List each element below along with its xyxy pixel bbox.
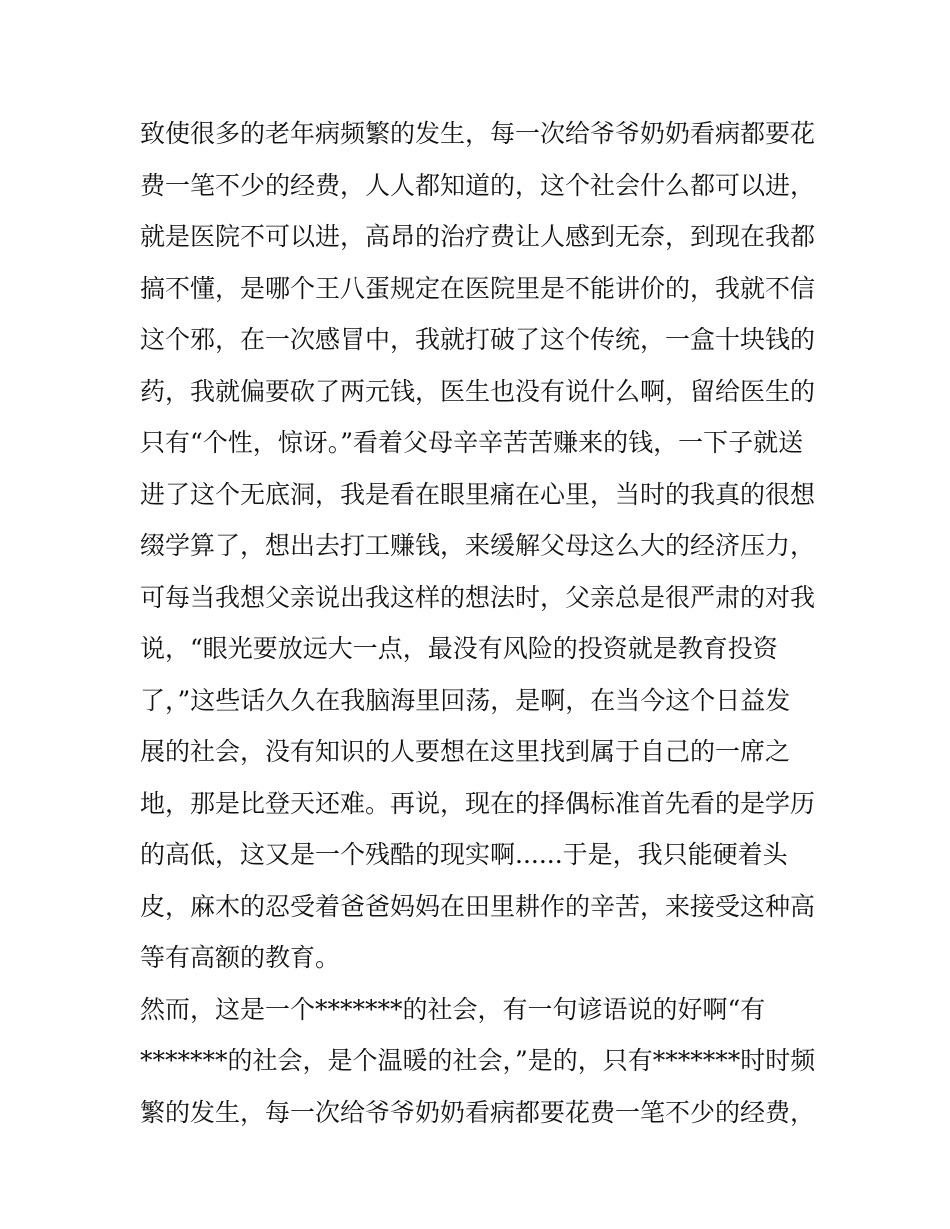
text-line-14: 地，那是比登天还难。再说，现在的择偶标准首先看的是学历 xyxy=(140,788,816,818)
text-line-6: 药，我就偏要砍了两元钱，医生也没有说什么啊，留给医生的 xyxy=(140,376,816,406)
text-line-18: 然而，这是一个*******的社会，有一句谚语说的好啊“有 xyxy=(140,994,766,1024)
text-line-8: 进了这个无底洞，我是看在眼里痛在心里，当时的我真的很想 xyxy=(140,479,816,509)
text-line-4: 搞不懂，是哪个王八蛋规定在医院里是不能讲价的，我就不信 xyxy=(140,273,816,303)
text-line-10: 可每当我想父亲说出我这样的想法时，父亲总是很严肃的对我 xyxy=(140,582,816,612)
text-line-1: 致使很多的老年病频繁的发生，每一次给爷爷奶奶看病都要花 xyxy=(140,119,816,148)
body-text xyxy=(140,108,830,1138)
text-line-13: 展的社会，没有知识的人要想在这里找到属于自己的一席之 xyxy=(140,737,791,766)
text-line-12: 了，”这些话久久在我脑海里回荡，是啊，在当今这个日益发 xyxy=(140,685,791,715)
text-line-3: 就是医院不可以进，高昂的治疗费让人感到无奈，到现在我都 xyxy=(140,222,816,251)
text-line-16: 皮，麻木的忍受着爸爸妈妈在田里耕作的辛苦，来接受这种高 xyxy=(140,891,816,921)
text-line-20: 繁的发生，每一次给爷爷奶奶看病都要花费一笔不少的经费， xyxy=(140,1097,816,1127)
text-line-5: 这个邪，在一次感冒中，我就打破了这个传统，一盒十块钱的 xyxy=(140,325,816,354)
text-line-15: 的高低，这又是一个残酷的现实啊......于是，我只能硬着头 xyxy=(140,840,788,869)
text-line-9: 缀学算了，想出去打工赚钱，来缓解父母这么大的经济压力， xyxy=(140,531,816,560)
text-line-2: 费一笔不少的经费，人人都知道的，这个社会什么都可以进， xyxy=(140,170,816,200)
text-line-17: 等有高额的教育。 xyxy=(140,943,341,972)
text-line-19: *******的社会，是个温暖的社会，”是的，只有*******时时频 xyxy=(140,1046,816,1075)
text-line-7: 只有“个性，惊讶。”看着父母辛辛苦苦赚来的钱，一下子就送 xyxy=(140,428,804,457)
text-line-11: 说，“眼光要放远大一点，最没有风险的投资就是教育投资 xyxy=(140,634,778,663)
